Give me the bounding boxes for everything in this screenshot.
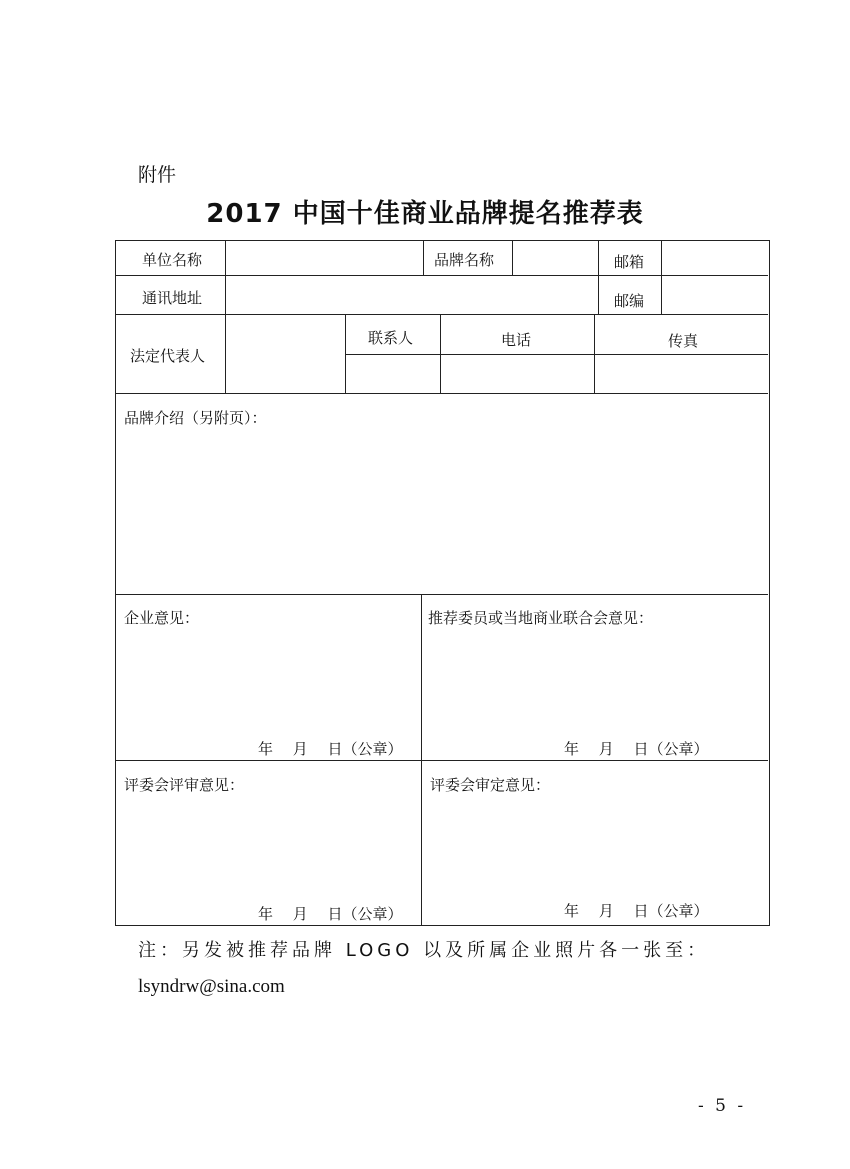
brand-name-label: 品牌名称 — [434, 251, 495, 269]
page-number: - 5 - — [698, 1096, 747, 1116]
recommend-opinion-label: 推荐委员或当地商业联合会意见： — [428, 609, 654, 627]
fax-label: 传真 — [668, 332, 699, 350]
legal-rep-field[interactable] — [226, 314, 344, 393]
page-title: 2017 中国十佳商业品牌提名推荐表 — [206, 199, 644, 229]
unit-name-field[interactable] — [226, 241, 422, 275]
email-field[interactable] — [662, 241, 768, 275]
brand-intro-label: 品牌介绍（另附页）： — [124, 409, 267, 427]
phone-field[interactable] — [441, 355, 593, 393]
phone-label: 电话 — [501, 331, 532, 349]
address-field[interactable] — [226, 275, 597, 314]
committee-review-label: 评委会评审意见： — [124, 776, 245, 794]
committee-review-date-seal: 年 月 日（公章） — [258, 905, 403, 923]
brand-intro-field[interactable] — [116, 393, 768, 594]
company-opinion-date-seal: 年 月 日（公章） — [258, 740, 403, 758]
contact-label: 联系人 — [368, 329, 414, 347]
committee-decision-date-seal: 年 月 日（公章） — [564, 902, 709, 920]
footer-note: 注：另发被推荐品牌 LOGO 以及所属企业照片各一张至： — [138, 940, 710, 961]
committee-decision-label: 评委会审定意见： — [430, 776, 551, 794]
contact-field[interactable] — [346, 355, 439, 393]
contact-email: lsyndrw@sina.com — [138, 976, 285, 997]
recommend-opinion-date-seal: 年 月 日（公章） — [564, 740, 709, 758]
brand-name-field[interactable] — [513, 241, 597, 275]
email-label: 邮箱 — [614, 253, 645, 271]
fax-field[interactable] — [595, 355, 768, 393]
postcode-field[interactable] — [662, 275, 768, 314]
attachment-label: 附件 — [138, 164, 177, 186]
nomination-form — [115, 240, 770, 926]
address-label: 通讯地址 — [142, 289, 203, 307]
company-opinion-label: 企业意见： — [124, 609, 200, 627]
legal-rep-label: 法定代表人 — [130, 347, 206, 365]
postcode-label: 邮编 — [614, 292, 645, 310]
unit-name-label: 单位名称 — [142, 251, 203, 269]
